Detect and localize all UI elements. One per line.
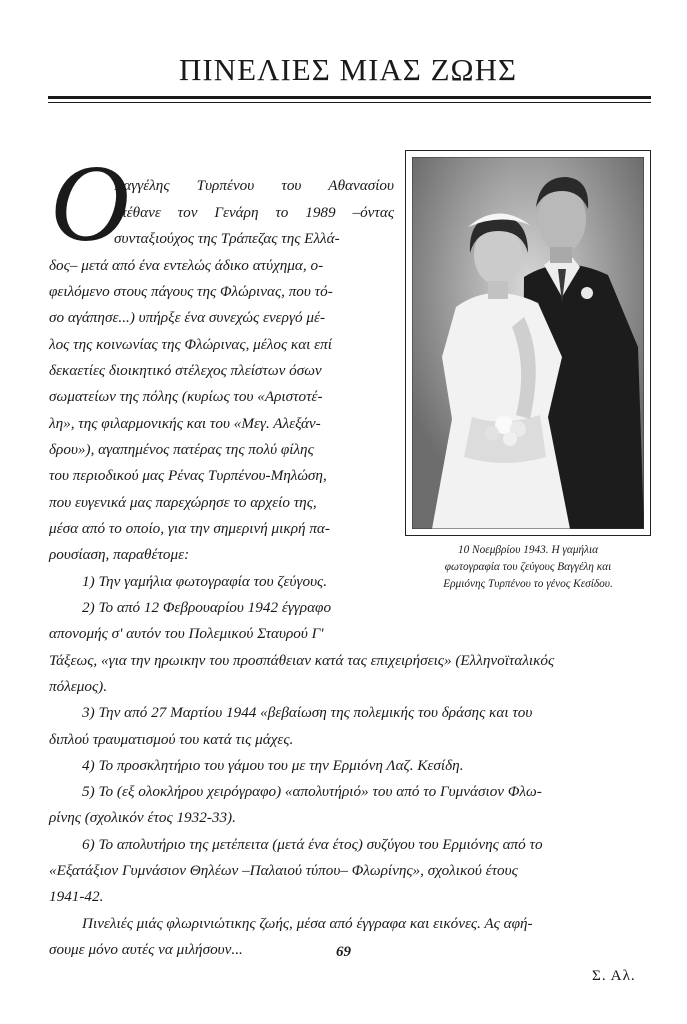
body-line: μέσα από το οποίο, για την σημερινή μικρή πα-	[49, 520, 330, 537]
body-line: δος– μετά από ένα εντελώς άδικο ατύχημα, ο-	[49, 257, 324, 274]
wedding-photo-image	[412, 157, 644, 529]
body-line: δεκαετίες διοικητικό στέλεχος πλείστων όσων	[49, 362, 322, 379]
body-line: που ευγενικά μας παρεχώρησε το αρχείο της,	[49, 494, 317, 511]
body-line: του περιοδικού μας Ρένας Τυρπένου-Μηλώση,	[49, 467, 327, 484]
body-line: δρου»), αγαπημένος πατέρας της πολύ φίλης	[49, 441, 314, 458]
body-line: διπλού τραυματισμού του κατά τις μάχες.	[49, 731, 294, 748]
body-line: απονομής σ' αυτόν του Πολεμικού Σταυρού Γ'	[49, 625, 324, 642]
body-line: Πινελιές μιάς φλωρινιώτικης ζωής, μέσα από έγγραφα και εικόνες. Ας αφή-	[82, 915, 533, 932]
title-rule-thin	[48, 102, 651, 103]
body-line: Τάξεως, «για την ηρωικην του προσπάθειαν κατά τας επιχειρήσεις» (Ελληνοϊταλικός	[49, 652, 555, 669]
body-line: λος της κοινωνίας της Φλώρινας, μέλος και επί	[49, 336, 332, 353]
photo-caption-line: Ερμιόνης Τυρπένου το γένος Κεσίδου.	[443, 578, 613, 590]
wedding-photo	[405, 150, 651, 536]
body-line: ρίνης (σχολικόν έτος 1932-33).	[49, 809, 236, 826]
page-title: ΠΙΝΕΛΙΕΣ ΜΙΑΣ ΖΩΗΣ	[178, 52, 518, 87]
body-line: 1941-42.	[49, 888, 104, 905]
body-line: λη», της φιλαρμονικής και του «Μεγ. Αλεξάν-	[49, 415, 321, 432]
photo-caption	[405, 542, 651, 593]
signature: Σ. Αλ.	[592, 967, 636, 984]
body-line: πόλεμος).	[49, 678, 107, 695]
body-line: 1) Την γαμήλια φωτογραφία του ζεύγους.	[82, 573, 328, 590]
body-line: σουμε μόνο αυτές να μιλήσουν...	[49, 941, 243, 958]
body-line: 4) Το προσκλητήριο του γάμου του με την Ερμιόνη Λαζ. Κεσίδη.	[82, 757, 464, 774]
body-line: ρουσίαση, παραθέτομε:	[49, 546, 190, 563]
title-rule-thick	[48, 96, 651, 99]
body-line: σο αγάπησε...) υπήρξε ένα συνεχώς ενεργό μέ-	[49, 309, 325, 326]
body-line: Βαγγέλης Τυρπένου του Αθανασίου	[114, 177, 394, 194]
photo-caption-line: φωτογραφία του ζεύγους Βαγγέλη και	[444, 561, 612, 573]
body-line: (πέθανε τον Γενάρη το 1989 –όντας	[114, 204, 394, 221]
page-number: 69	[336, 944, 351, 960]
body-line: 3) Την από 27 Μαρτίου 1944 «βεβαίωση της πολεμικής του δράσης και του	[82, 704, 533, 721]
body-line: 2) Το από 12 Φεβρουαρίου 1942 έγγραφο	[82, 599, 332, 616]
body-line: 6) Το απολυτήριο της μετέπειτα (μετά ένα έτος) συζύγου του Ερμιόνης από το	[82, 836, 543, 853]
body-line: 5) Το (εξ ολοκλήρου χειρόγραφο) «απολυτήριό» του από το Γυμνάσιον Φλω-	[82, 783, 542, 800]
body-line: συνταξιούχος της Τράπεζας της Ελλά-	[114, 230, 340, 247]
drop-cap: Ο	[50, 142, 130, 264]
body-line: «Εξατάξιον Γυμνάσιον Θηλέων –Παλαιού τύπου– Φλωρίνης», σχολικού έτους	[49, 862, 518, 879]
body-line: σωματείων της πόλης (κυρίως του «Αριστοτέ-	[49, 388, 323, 405]
photo-caption-line: 10 Νοεμβρίου 1943. Η γαμήλια	[457, 544, 599, 556]
body-line: φειλόμενο στους πάγους της Φλώρινας, που τό-	[49, 283, 333, 300]
